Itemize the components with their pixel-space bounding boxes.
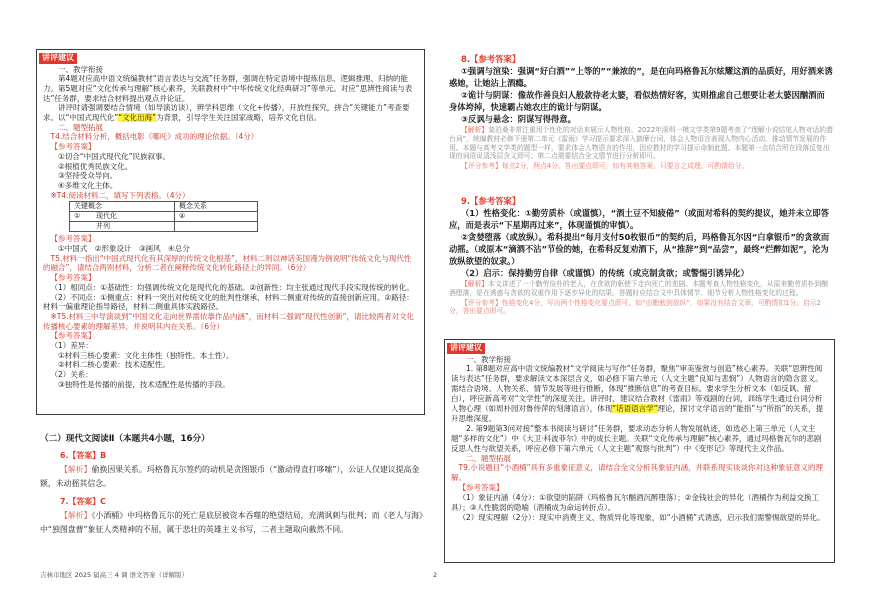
q7-answer xyxy=(40,495,424,509)
analysis-label: 【解析】 xyxy=(60,465,92,474)
analysis-text: 莫泊桑非常注重用个性化的对话来展示人物性格。2022年深圳一模文学类第9题考查了“理解小说结尾人物对话的潜台词”，统编教材必修下册第二单元《雷雨》学习提示要求深入揣摩台词，体会人物语言表现人物内心活动、推动情节发展的作用。本题与高考文学类的题型一样，要求体会人物语言的作用，因应教材的学习提示命制此题。本题第一点结合所在段落反复出现的词语说清浅层含义即可；第二点需要结合全文情节进行分析即可。 xyxy=(449,126,833,161)
teaching-paragraph: 2. 第9题第3问对接“整本书阅读与研讨”任务群，要求动态分析人物发展轨迹，如选必上第三单元（人文主题“多样的文化”）中《大卫·科波菲尔》中的成长主题。关联“文化传承与理解”核心素养，通过玛格鲁瓦尔的悲剧反思人性与欲望关系，呼应必修下第六单元（人文主题“观察与批判”）中《变形记》等现代主义作品。 xyxy=(451,423,822,453)
left-teaching-box xyxy=(36,49,425,415)
answer-label: 【答案】 xyxy=(68,497,101,506)
answer-item: ①强调与渲染：强调“好白酒”“上等的”“兼浓的”，是在向玛格鲁瓦尔炫耀这酒的品质好，用好酒来诱惑她，让她沾上酒瘾。 xyxy=(449,66,833,88)
question-number: 8. xyxy=(461,54,471,64)
paragraph-text: 理论，探讨文学语言的“能指”与“所指”的关系，提升思维深度。 xyxy=(451,404,824,423)
q8-analysis xyxy=(449,126,833,161)
answer-label: 【参考答案】 xyxy=(50,234,96,244)
concept-text: 并列 xyxy=(96,222,110,231)
table-cell: ④ xyxy=(175,212,258,222)
extension-section-title: 二、题型拓展 xyxy=(466,453,511,463)
scoring-label: 【评分参考】 xyxy=(461,162,502,171)
answer-item: （1）差异： xyxy=(50,341,93,351)
answer-item: ②贪婪堕落（或放纵）。希科提出“每月支付50枚银币”的契约后，玛格鲁瓦尔因“白拿银币”的贪欲而动摇。（或原本“滴酒不沾”节俭的她，在希科反复劝酒下，从“推辞”到“品尝”，最终“烂醉如泥”，沦为放纵欲望的奴隶。） xyxy=(449,232,830,266)
answer-item: （2）启示：保持勤劳自律（或谨慎）的传统（或克制贪欲；或警惕引诱异化） xyxy=(461,268,749,278)
q7-analysis xyxy=(40,509,424,537)
answer-label: 【参考答案】 xyxy=(470,54,521,64)
answer-choice: C xyxy=(100,497,106,506)
teaching-tag: 讲评建议 xyxy=(447,343,485,354)
highlighted-phrase: “话语语言学” xyxy=(612,404,658,414)
analysis-label: 【解析】 xyxy=(461,280,489,288)
q9-analysis xyxy=(449,280,833,298)
question-t9: T9.小说题目“小酒桶”具有多重象征意义，请结合全文分析其象征内涵，并联系现实谈谈你对这种象征意义的理解。 xyxy=(451,463,824,483)
q6-answer xyxy=(40,449,424,463)
highlighted-phrase: “文化出海” xyxy=(118,113,157,123)
answer-item: ①材料三核心要素：文化主体性（独特性、本土性）。 xyxy=(58,350,234,360)
q9-heading xyxy=(449,196,833,207)
page-number: 2 xyxy=(433,571,438,579)
question-t4-star: ※T4.阅读材料二，填写下列表格。（4分） xyxy=(50,190,190,200)
answer-choice: B xyxy=(100,451,107,460)
section-title: （二）现代文阅读Ⅱ（本题共4小题，16分） xyxy=(40,434,210,444)
answer-label: 【参考答案】 xyxy=(470,196,521,206)
answer-item: ②材料二核心要素：技术适配性。 xyxy=(58,360,170,370)
table-header: 关键概念 xyxy=(70,202,175,212)
table-cell xyxy=(70,212,175,222)
answer-item: （2）现实理解（2分）：现实中消费主义、物质异化等现象，如“小酒桶”式诱惑，启示我们需警惕欲望的异化。 xyxy=(458,513,825,522)
question-number: 9. xyxy=(461,196,471,206)
table-header-row xyxy=(70,202,258,212)
paragraph-text: 为背景，引导学生关注国家战略，培养文化自信。 xyxy=(156,113,322,123)
q8-scoring xyxy=(449,162,833,171)
answer-item: （1）性格变化：①勤劳质朴（或谨慎），“酒土豆不知疲倦”（或面对希科的契约提议，她并未立即答应，而是表示“下星期再过来”，体现谨慎的审慎）。 xyxy=(449,208,830,230)
extension-section-title: 二、题型拓展 xyxy=(58,122,103,132)
question-number: 7. xyxy=(60,497,69,506)
table-cell xyxy=(175,222,258,232)
scoring-text: 每点2分，两点4分。答出要点即可，如有其他答案，只要言之成理，可酌情给分。 xyxy=(501,162,749,171)
answer-item: ①切合“中国式现代化”民族叙事。 xyxy=(58,151,170,161)
answer-item: （1）相同点：①基础性：均强调传统文化是现代化的基础。②创新性：均主张通过现代手段实现传统的转化。 xyxy=(50,282,414,292)
reading-2-section xyxy=(40,433,424,537)
answer-item: ②诡计与阴谋：像故作善良妇人般款待老太婆，看似热情好客，实则推虑自己想要让老太婆因酗酒而身体垮掉，快速霸占她农庄的诡计与阴谋。 xyxy=(449,90,825,112)
answer-label: 【参考答案】 xyxy=(50,331,96,341)
table-header: 概念关系 xyxy=(175,202,258,212)
question-number: 6. xyxy=(60,451,69,460)
q6-analysis xyxy=(40,463,424,491)
q8-heading xyxy=(449,54,833,65)
answer-item: （2）不同点：①侧重点：材料一突出对传统文化的批判性继承，材料二侧重对传统的直接创新应用。②路径：材料一偏重理论指导路径，材料二侧重具体实践路径。 xyxy=(43,292,414,312)
scoring-label: 【评分参考】 xyxy=(461,298,502,307)
answer-item: （1）象征内涵（4分）：①欲望的陷阱（玛格鲁瓦尔酗酒沉醉堕落）；②金钱社会的异化（酒桶作为利益交换工具）；③人性脆弱的隐喻（酒桶成为命运转折点）。 xyxy=(451,493,819,513)
paragraph-text: 1. 第8题对应高中语文统编教材“文学阅读与写作”任务群，聚焦“审美鉴赏与创造”核心素养。关联“思辨性阅读与表达”任务群，要求解读文本深层含义，如必修下第六单元（人文主题“良知与悲悯”）人物语言的隐含意义。需结合语境、人物关系、情节发展等进行推断，体现“推断信息”的考查目标。要求学生分析文本（如反讽、留白），呼应新高考对“文学性”的深度关注。讲评时，建议结合教材《雷雨》等戏剧的台词，训练学生通过台词分析人物心理（如周朴园对鲁侍萍的刻薄语言），体现 xyxy=(451,364,823,414)
analysis-text: 本文讲述了一个勤劳俭朴的老人，在贪欲的驱使下走向死亡的悲剧。本题考查人物性格变化，从原来勤劳质朴到酗酒堕落，是在诱惑与贪欲的双重作用下逐步异化的结果。答题时应结合文中具体情节、细节分析人物性格变化的过程。 xyxy=(449,280,829,297)
answer-label: 【答案】 xyxy=(68,451,101,460)
answer-item: ①中国式 ②形象设计 ③画风 ④总分 xyxy=(58,244,190,254)
question-t5: T5.材料一指出“中国式现代化有其深厚的传统文化根基”，材料二则以神话美国漫为例说明“传统文化与现代性的融合”，请结合两则材料，分析二者在阐释传统文化转化路径上的异同。（6分） xyxy=(43,253,412,273)
teaching-paragraph xyxy=(451,364,828,423)
scoring-text: 性格变化4分，写出两个性格变化要点即可。如“由勤勉到放纵”，如果没有结合文章，可酌情扣1分。启示2分，答出要点即可。 xyxy=(449,298,821,316)
concept-table xyxy=(69,201,258,232)
question-t5-star: ※T5.材料三中导演谈到“中国文化走向世界需依靠作品内涵”，而材料二强调“现代性创新”，请比较两者对文化传播核心要素的理解差异，并说明其内在关系。（6分） xyxy=(43,311,415,331)
q8-section xyxy=(449,54,833,171)
table-row xyxy=(70,212,258,222)
analysis-text: 《小酒桶》中玛格鲁瓦尔的死亡是底层被资本吞噬的绝望结局，充满讽刺与批判；而《老人与海》中“独图盘曹”象征人类精神的不屈，属于悲壮的英雄主义书写，二者主题取向截然不同。 xyxy=(40,511,423,534)
teaching-tag: 讲评建议 xyxy=(39,53,77,64)
answer-item: ④多维文化主体。 xyxy=(58,180,118,190)
analysis-label: 【解析】 xyxy=(60,511,92,520)
teaching-paragraph xyxy=(43,103,418,122)
answer-label: 【参考答案】 xyxy=(458,483,504,493)
answer-item: ③独特性是传播的前提，技术适配性是传播的手段。 xyxy=(58,379,230,389)
teaching-section-title: 一、教学衔接 xyxy=(58,64,103,74)
answer-item: （2）关系： xyxy=(50,370,93,380)
answer-item: ②根植优秀民族文化。 xyxy=(58,161,133,171)
analysis-label: 【解析】 xyxy=(461,126,489,134)
answer-item: ③反讽与悬念：阴谋写得得意。 xyxy=(461,114,576,124)
concept-text: 现代化 xyxy=(96,212,117,221)
q9-scoring xyxy=(449,299,833,317)
blank-number: ① xyxy=(74,212,81,221)
teaching-section-title: 一、教学衔接 xyxy=(466,354,511,364)
answer-item: ③坚持受众导向。 xyxy=(58,171,118,181)
answer-label: 【参考答案】 xyxy=(50,142,96,152)
table-cell xyxy=(70,222,175,232)
q9-section xyxy=(449,196,833,316)
right-teaching-box xyxy=(444,339,835,563)
footer-source: 吉林市地区 2025 届高三 4 调 语文答案（详解版） xyxy=(40,571,189,579)
table-row xyxy=(70,222,258,232)
analysis-text: 偷换因果关系。玛格鲁瓦尔签约的动机是贪图银币（“激动得直打哆嗦”），公证人仅建议提高金额，未动摇其信念。 xyxy=(40,465,420,488)
teaching-paragraph: 第4题对应高中语文统编教材“语言表达与交流”任务群，强调在特定语境中提炼信息、逻辑推理、归纳的能力。第5题对应“文化传承与理解”核心素养，关联教材中“中华传统文化经典研习”等单元。对应“思辨性阅读与表达”任务群，要求结合材料提出观点并论证。 xyxy=(43,74,413,103)
answer-label: 【参考答案】 xyxy=(50,273,96,283)
question-t4: T4.结合材料分析，概括电影《哪吒》成功的理论依据。（4分） xyxy=(50,132,259,142)
paragraph-text: 讲评时请强调要结合情境（如导演访谈），辨学科思维（文化+传播），开放性探究，拼合“关键能力”考查要求。以“中国式现代化” xyxy=(43,103,410,123)
